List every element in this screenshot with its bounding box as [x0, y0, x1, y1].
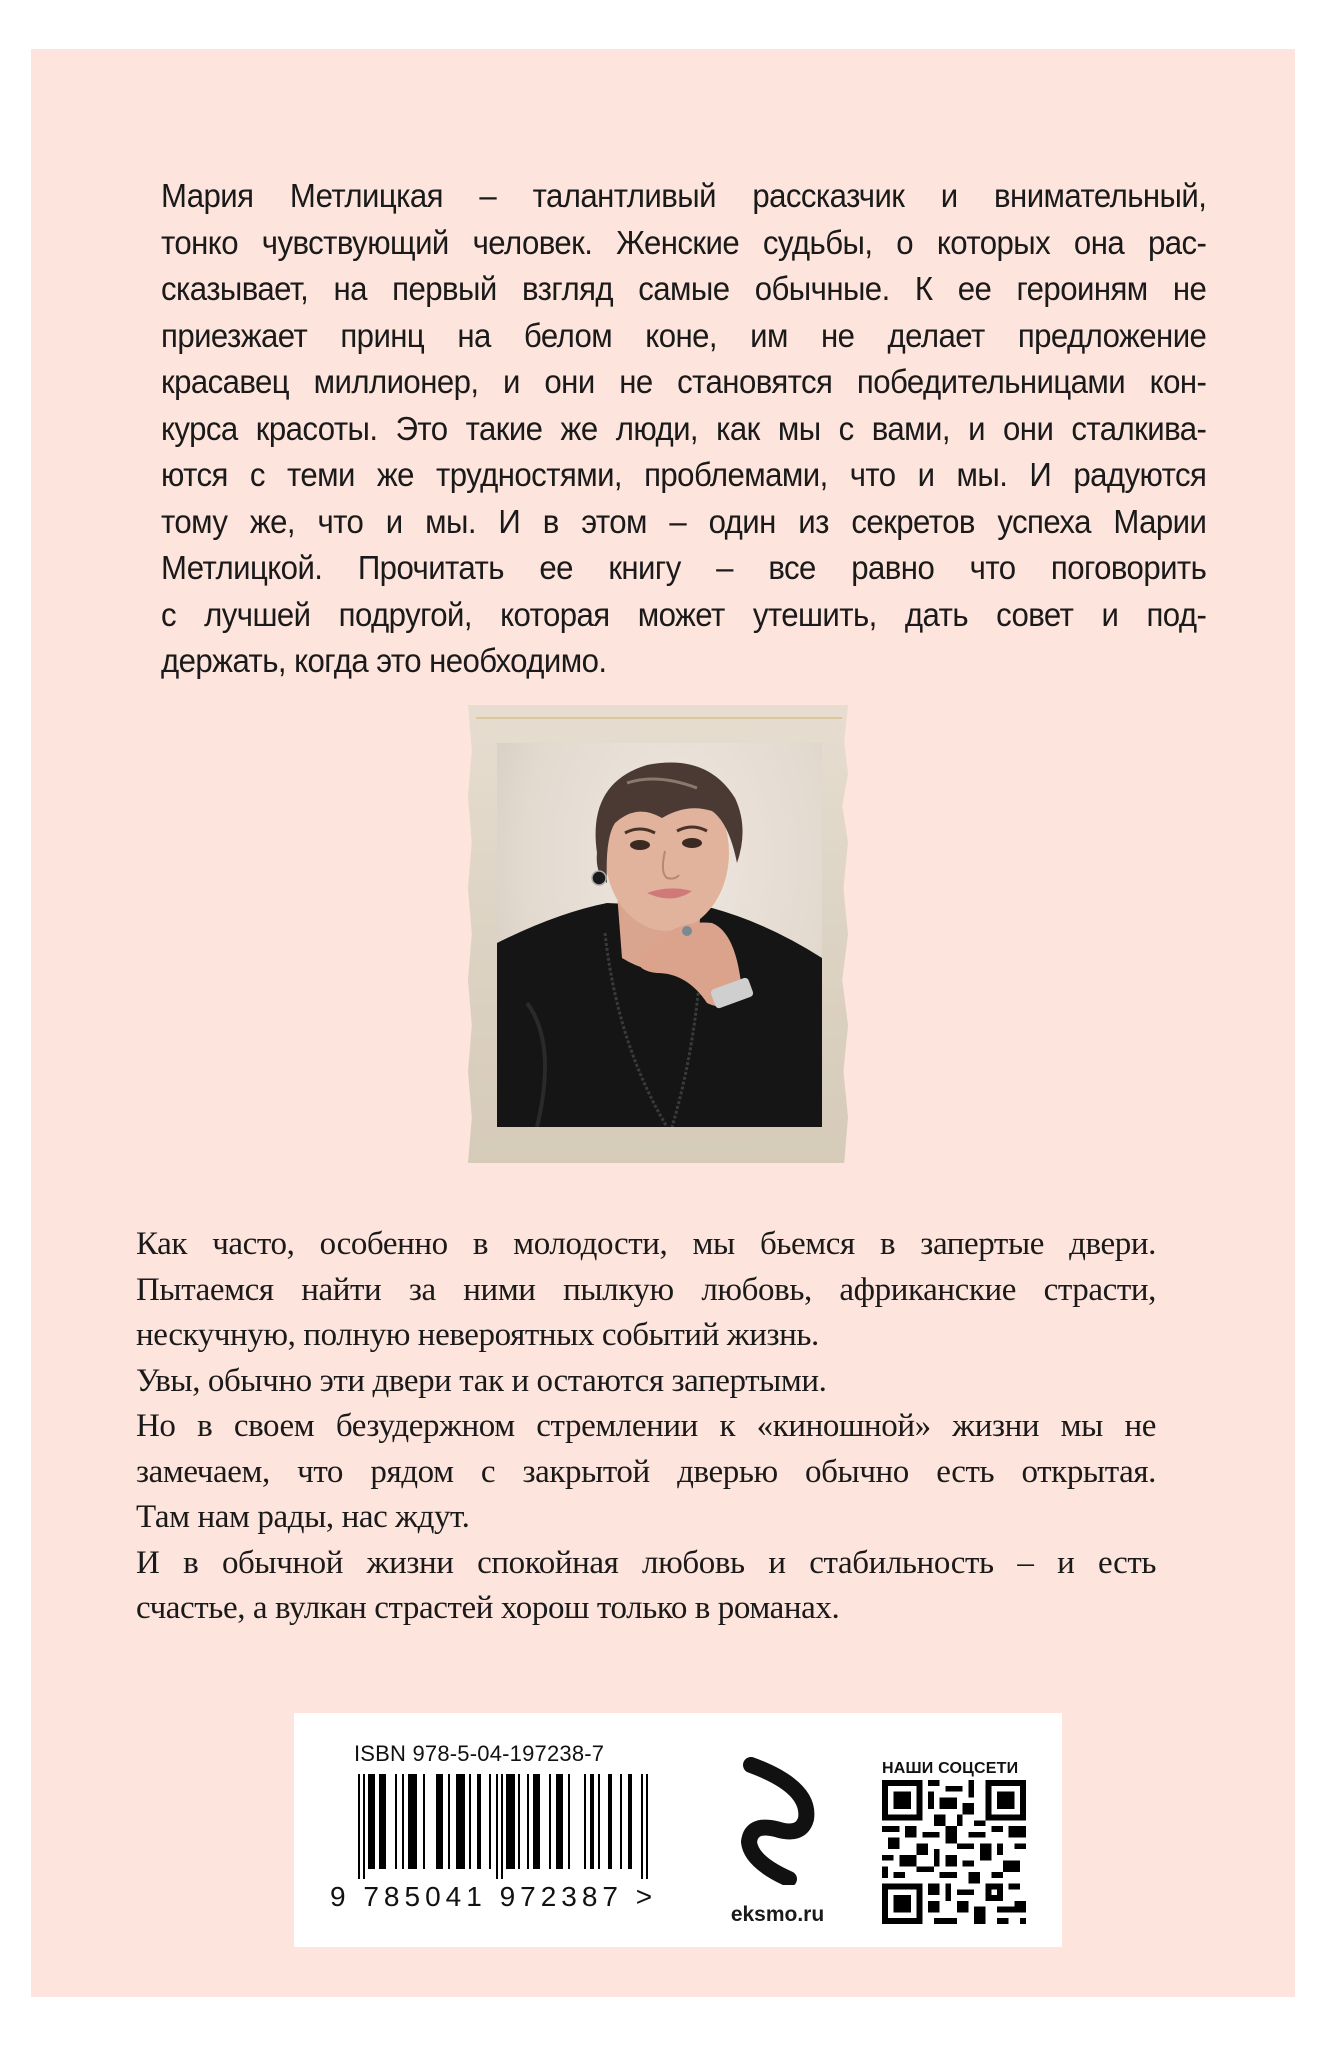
isbn-label: ISBN 978-5-04-197238-7	[354, 1741, 605, 1766]
qr-code-icon	[882, 1780, 1026, 1924]
blurb-line: красавец миллионер, и они не становятся победительницами кон-	[161, 364, 1207, 401]
blurb-line: с лучшей подругой, которая может утешить, дать совет и под-	[161, 596, 1207, 634]
story-line: Там нам рады, нас ждут.	[136, 1499, 470, 1535]
blurb-line: Мария Метлицкая – талантливый рассказчик и внимательный,	[161, 178, 1207, 215]
author-photo-frame	[468, 705, 848, 1163]
story-line: счастье, а вулкан страстей хорош только в романах.	[136, 1590, 840, 1626]
author-portrait-illustration	[497, 743, 822, 1127]
eksmo-logo-icon	[731, 1757, 823, 1885]
blurb-line: сказывает, на первый взгляд самые обычные. К ее героиням не	[161, 271, 1207, 308]
publisher-url: eksmo.ru	[730, 1903, 825, 1926]
story-teaser	[136, 1222, 1156, 1632]
story-line: Но в своем безудержном стремлении к «киношной» жизни мы не	[136, 1408, 1156, 1444]
social-label: НАШИ СОЦСЕТИ	[882, 1760, 1019, 1777]
blurb-line: тонко чувствующий человек. Женские судьбы, о которых она рас-	[161, 224, 1207, 262]
blurb-line: курса красоты. Это такие же люди, как мы с вами, и они сталкива-	[161, 410, 1207, 448]
isbn-sticker	[294, 1713, 1062, 1947]
blurb-line: приезжает принц на белом коне, им не делает предложение	[161, 317, 1207, 355]
story-line: Как часто, особенно в молодости, мы бьемся в запертые двери.	[136, 1226, 1156, 1262]
story-line: нескучную, полную невероятных событий жизнь.	[136, 1317, 819, 1353]
blurb-line: держать, когда это необходимо.	[161, 643, 607, 680]
author-blurb	[161, 174, 1206, 686]
author-photo	[497, 743, 822, 1127]
story-line: замечаем, что рядом с закрытой дверью обычно есть открытая.	[136, 1453, 1156, 1490]
story-line: Пытаемся найти за ними пылкую любовь, африканские страсти,	[136, 1271, 1156, 1308]
barcode-digits: 9 785041 972387 >	[330, 1881, 658, 1912]
story-line: И в обычной жизни спокойная любовь и стабильность – и есть	[136, 1544, 1156, 1581]
blurb-line: Метлицкой. Прочитать ее книгу – все равно что поговорить	[161, 550, 1207, 587]
paper-stripe	[476, 717, 842, 719]
barcode-icon	[358, 1774, 656, 1879]
blurb-line: тому же, что и мы. И в этом – один из секретов успеха Марии	[161, 503, 1207, 541]
story-line: Увы, обычно эти двери так и остаются запертыми.	[136, 1362, 827, 1399]
blurb-line: ются с теми же трудностями, проблемами, что и мы. И радуются	[161, 457, 1207, 494]
